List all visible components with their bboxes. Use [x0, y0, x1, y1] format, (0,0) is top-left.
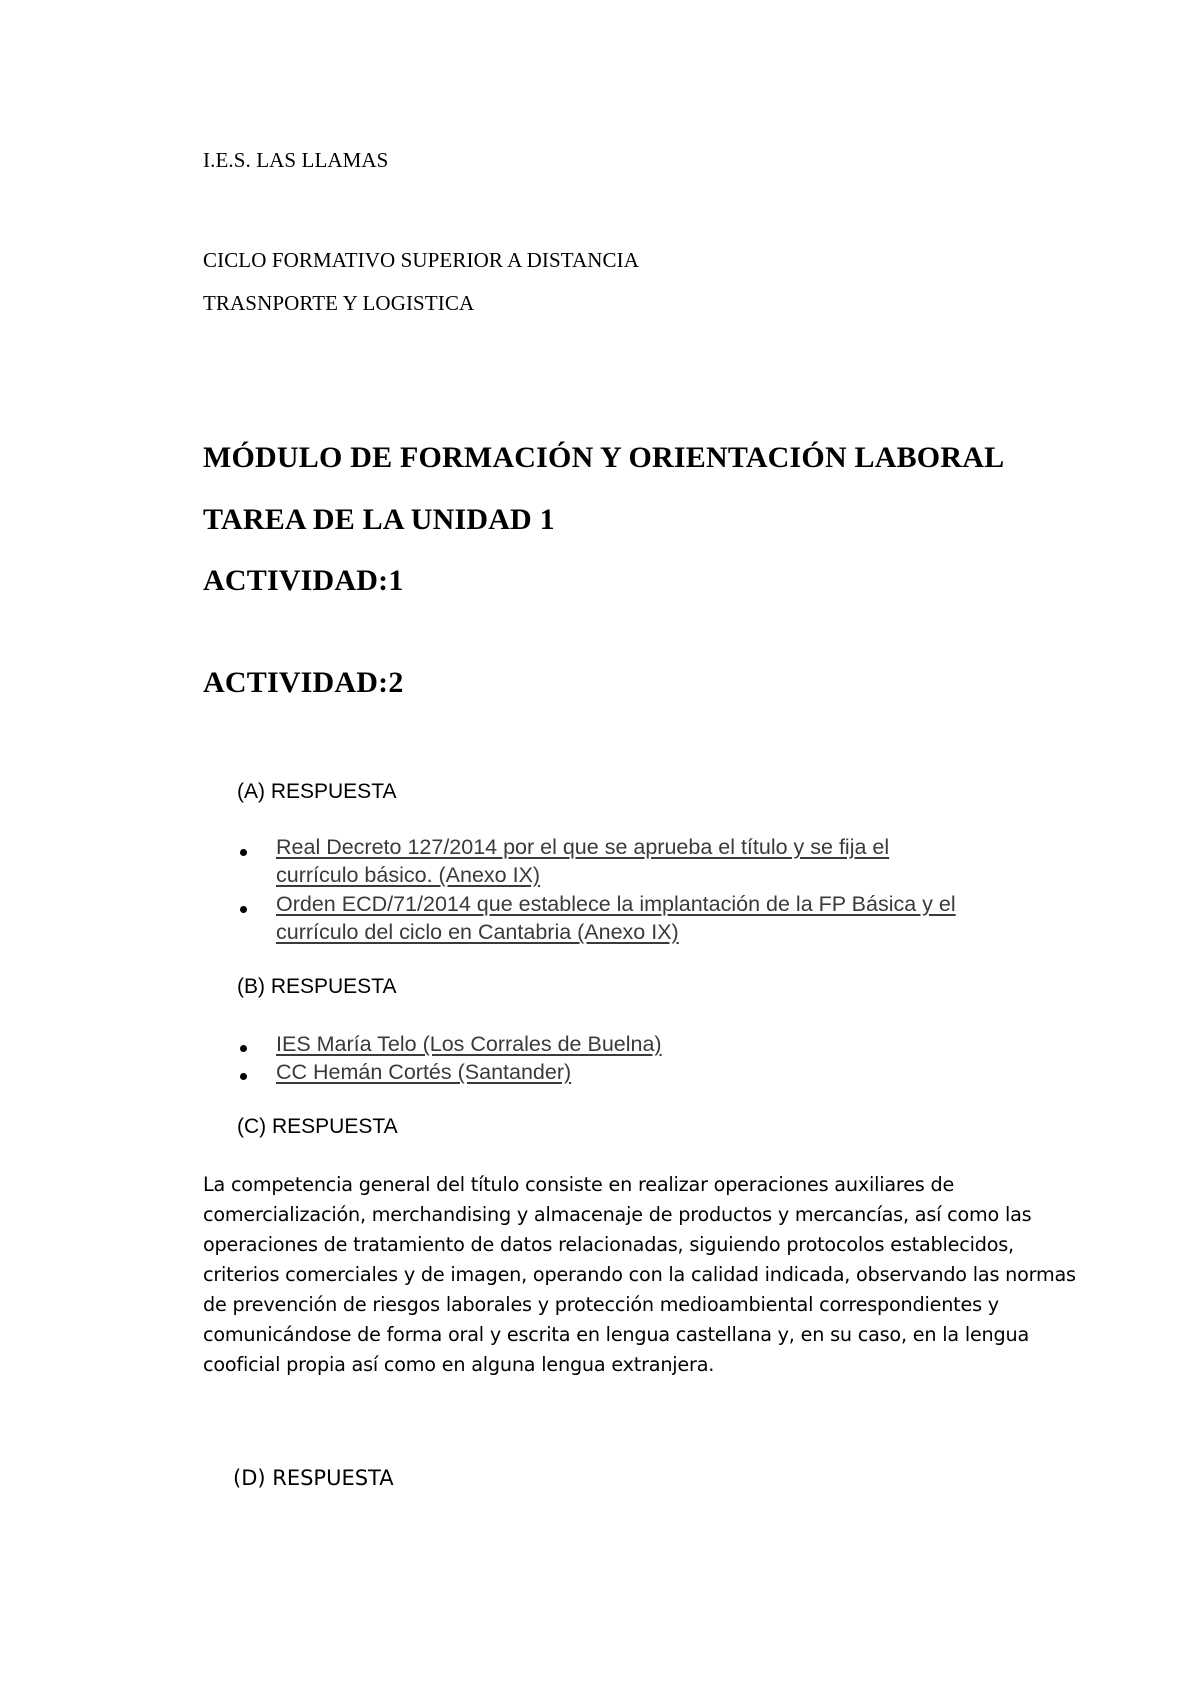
link-ies-maria-telo[interactable]: IES María Telo (Los Corrales de Buelna) [276, 1032, 662, 1056]
link-orden-ecd[interactable] [276, 890, 956, 946]
activity-1-title: ACTIVIDAD:1 [203, 564, 404, 597]
school-name: I.E.S. LAS LLAMAS [203, 148, 389, 172]
cycle-name: CICLO FORMATIVO SUPERIOR A DISTANCIA [203, 248, 639, 272]
section-a-label: (A) RESPUESTA [237, 780, 397, 803]
link-cc-heman-cortes[interactable]: CC Hemán Cortés (Santander) [276, 1060, 572, 1084]
section-d-label: (D) RESPUESTA [233, 1466, 394, 1490]
specialty-name: TRASNPORTE Y LOGISTICA [203, 291, 475, 315]
bullet-icon [240, 1073, 247, 1080]
bullet-icon [240, 849, 247, 856]
link-real-decreto-line2[interactable]: currículo básico. (Anexo IX) [276, 863, 541, 887]
section-b-label: (B) RESPUESTA [237, 975, 397, 998]
link-real-decreto[interactable] [276, 833, 889, 889]
module-title: MÓDULO DE FORMACIÓN Y ORIENTACIÓN LABORAL [203, 441, 1005, 474]
bullet-icon [240, 1045, 247, 1052]
link-real-decreto-line1[interactable]: Real Decreto 127/2014 por el que se aprueba el título y se fija el [276, 835, 890, 859]
link-orden-ecd-line1[interactable]: Orden ECD/71/2014 que establece la implantación de la FP Básica y el [276, 892, 956, 916]
section-c-paragraph: La competencia general del título consiste en realizar operaciones auxiliares de comercialización, merchandising y almacenaje de productos y mercancías, así como las operaciones de tratamiento de datos relacionadas, siguiendo protocolos establecidos, criterios comerciales y de imagen, operando con la calidad indicada, observando las normas de prevención de riesgos laborales y protección medioambiental correspondientes y comunicándose de forma oral y escrita en lengua castellana y, en su caso, en la lengua cooficial propia así como en alguna lengua extranjera. [203, 1173, 1076, 1376]
link-orden-ecd-line2[interactable]: currículo del ciclo en Cantabria (Anexo IX) [276, 920, 679, 944]
section-c-label: (C) RESPUESTA [237, 1115, 398, 1138]
task-title: TAREA DE LA UNIDAD 1 [203, 503, 555, 536]
bullet-icon [240, 906, 247, 913]
activity-2-title: ACTIVIDAD:2 [203, 666, 404, 699]
